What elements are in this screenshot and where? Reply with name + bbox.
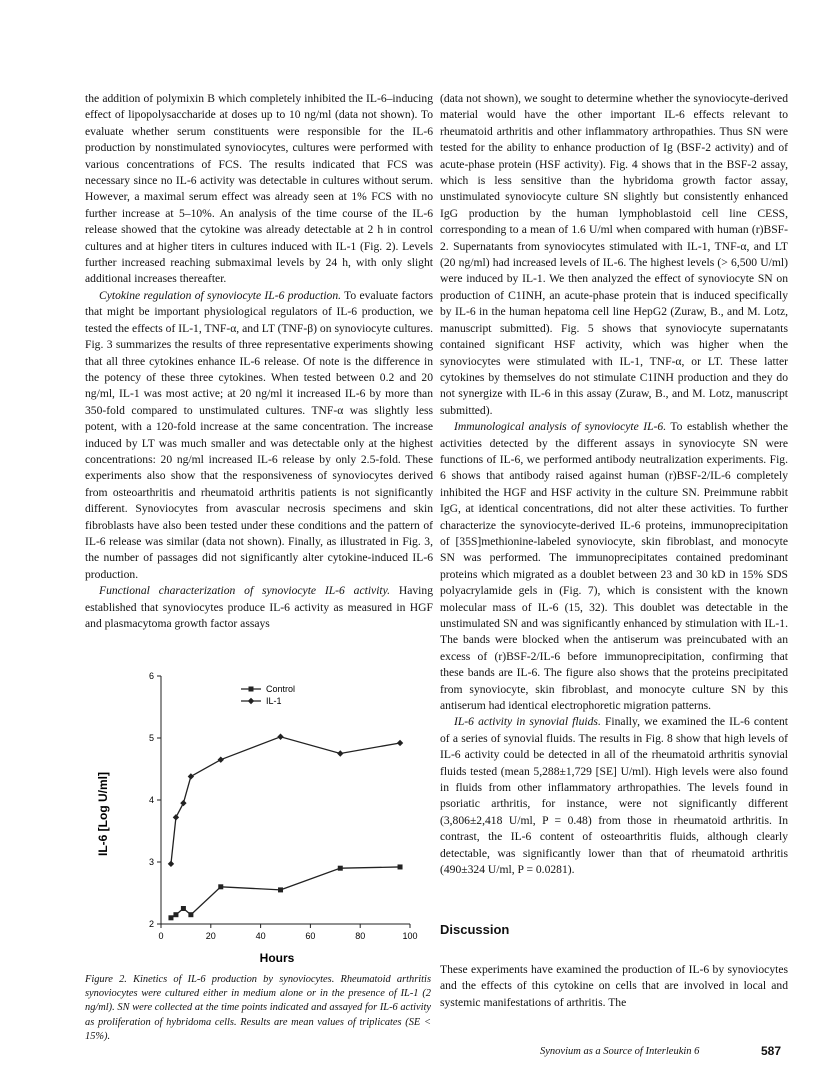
chart-series [168, 734, 403, 921]
paragraph [85, 288, 433, 583]
figure-2 [85, 668, 433, 968]
data-point [277, 734, 283, 740]
paragraph-body: To establish whether the activities detected by the different assays in synoviocyte SN were functions of IL-6, we performed antibody neutralization experiments. Fig. 6 shows that antibody raised against human (r)BSF-2/IL-6 completely inhibited the HGF and HSF activity in the culture SN. Preimmune rabbit IgG, at identical concentrations, did not alter these activities. To further characterize the synoviocyte-derived IL-6 proteins, immunoprecipitation of [35S]methionine-labeled synoviocyte, skin fibroblast, and monocyte SN was performed. The immunoprecipitates contained predominant proteins which migrated as a doublet between 23 and 30 kD in 15% SDS polyacrylamide gels in (Fig. 7), which is consistent with the known molecular mass of IL-6 (15, 32). This doublet was detectable in the unstimulated SN and was significantly enhanced by stimulation with IL-1. The bands were blocked when the antiserum was preincubated with an excess of (r)BSF-2/IL-6 before immunoprecipitation, confirming that these bands are IL-6. The figure also shows that the proteins precipitated from synoviocyte, skin fibroblast, and monocyte culture SN by this antiserum had identical electrophoretic migration patterns. [440, 420, 788, 713]
paragraph-body: Finally, we examined the IL-6 content of a series of synovial fluids. The results in Fig. 8 show that high levels of IL-6 activity could be detected in all of the rheumatoid arthritis synovial fluids tested (mean 5,288±1,729 [SE] U/ml). High levels were also found in fluids from other inflammatory arthropathies. The levels found in psoriatic arthritis, for instance, were not significantly different (3,806±2,418 U/ml, P = 0.48) from those in rheumatoid arthritis. In contrast, the IL-6 content of osteoarthritis fluids, although clearly detectable, was significantly lower than that of rheumatoid arthritis (490±324 U/ml, P = 0.0281). [440, 715, 788, 877]
caption-label: Figure 2. [85, 974, 127, 985]
run-in-heading: Functional characterization of synoviocyte IL-6 activity. [99, 584, 391, 598]
data-point [218, 757, 224, 763]
paragraph-body: To evaluate factors that might be important physiological regulators of IL-6 production, we tested the effects of IL-1, TNF-α, and LT (TNF-β) on synoviocyte cultures. Fig. 3 summarizes the results of three representative experiments showing that all three cytokines enhance IL-6 release. Of note is the difference in the potency of these three cytokines. When tested between 0.2 and 20 ng/ml, IL-1 was most active; at 20 ng/ml it increased IL-6 by more than 350-fold compared to unstimulated cultures. TNF-α was slightly less potent, with a 120-fold increase at the same concentration. The increase induced by LT was much smaller and was detectable only at the highest concentrations: 20 ng/ml increased IL-6 release by only 2.5-fold. These experiments also show that the responsiveness of synoviocytes derived from osteoarthritis and rheumatoid arthritis patients is not significantly different. Synoviocytes from avascular necrosis specimens and skin fibroblasts have also been tested under these conditions and the pattern of IL-6 release was similar (data not shown). Finally, as illustrated in Fig. 3, the number of passages did not significantly alter cytokine-induced IL-6 production. [85, 288, 434, 581]
data-point [181, 906, 186, 911]
data-point [398, 864, 403, 869]
right-column [440, 91, 788, 879]
x-tick-label: 20 [205, 931, 216, 941]
data-point [188, 773, 194, 779]
run-in-heading: Cytokine regulation of synoviocyte IL-6 production. [99, 288, 342, 302]
caption-text: Kinetics of IL-6 production by synoviocytes. Rheumatoid arthritis synoviocytes were cultured either in medium alone or in the presence of IL-1 (2 ng/ml). SN were collected at the time points indicated and assayed for IL-6 activity as proliferation of hybridoma cells. Results are mean values of triplicates (SE < 15%). [85, 974, 431, 1042]
chart-axes [161, 676, 410, 924]
chart-ticks [149, 671, 418, 941]
x-tick-label: 0 [158, 931, 164, 941]
running-footer: Synovium as a Source of Interleukin 6 [540, 1046, 700, 1057]
data-point [397, 740, 403, 746]
line-chart [85, 668, 433, 968]
paragraph: the addition of polymixin B which completely inhibited the IL-6–inducing effect of lipopolysaccharide at doses up to 10 ng/ml (data not shown). To evaluate whether serum constituents were responsible for the IL-6 production by nonstimulated synoviocytes, cultures were performed with various concentrations of FCS. The results indicated that FCS was necessary since no IL-6 activity was detectable in cultures without serum. However, a maximal serum effect was already seen at 1% FCS with no further increase at 5–10%. An analysis of the time course of the IL-6 release showed that the cytokine was already detectable at 2 h in control cultures and at higher titers in cultures induced with IL-1 (Fig. 2). Levels further increased reaching submaximal levels by 24 h, with only slight additional increases thereafter. [85, 92, 433, 286]
chart-legend [241, 684, 295, 706]
x-tick-label: 40 [255, 931, 266, 941]
x-tick-label: 80 [355, 931, 366, 941]
legend-label: IL-1 [266, 696, 282, 706]
y-tick-label: 3 [148, 857, 154, 867]
y-tick-label: 6 [148, 671, 154, 681]
page-number: 587 [761, 1044, 782, 1058]
paragraph [440, 419, 788, 714]
series-line-il-1 [171, 737, 400, 864]
y-tick-label: 5 [148, 733, 154, 743]
data-point [168, 861, 174, 867]
legend-label: Control [266, 684, 296, 694]
x-tick-label: 60 [305, 931, 316, 941]
y-tick-label: 2 [148, 919, 154, 929]
run-in-heading: Immunological analysis of synoviocyte IL-6. [454, 420, 667, 434]
paragraph-body: Having established that synoviocytes produce IL-6 activity as measured in HGF and plasmacytoma growth factor assays [85, 584, 433, 630]
data-point [278, 887, 283, 892]
data-point [173, 912, 178, 917]
paragraph [440, 714, 788, 878]
y-axis-label: IL-6 [Log U/ml] [96, 772, 110, 856]
data-point [180, 800, 186, 806]
legend-marker [249, 687, 254, 692]
figure-caption [85, 973, 431, 1044]
y-tick-label: 4 [148, 795, 154, 805]
paragraph [85, 583, 433, 632]
data-point [337, 750, 343, 756]
data-point [338, 866, 343, 871]
left-column [85, 91, 433, 632]
data-point [188, 912, 193, 917]
x-tick-label: 100 [402, 931, 418, 941]
data-point [168, 915, 173, 920]
series-line-control [171, 867, 400, 918]
run-in-heading: IL-6 activity in synovial fluids. [454, 715, 601, 729]
x-axis-label: Hours [259, 951, 295, 965]
paragraph: (data not shown), we sought to determine whether the synoviocyte-derived material would have the other important IL-6 effects relevant to rheumatoid arthritis and other inflammatory arthropathies. Thus SN were tested for the ability to enhance production of Ig (BSF-2 activity) and of acute-phase protein (HSF activity). Fig. 4 shows that in the BSF-2 assay, which is less sensitive than the hybridoma growth factor assay, unstimulated synoviocyte culture SN slightly but consistently enhanced IgG production by the human lymphoblastoid cell line CESS, corresponding to a mean of 1.6 U/ml when compared with human (r)BSF-2. Supernatants from synoviocytes stimulated with IL-1, TNF-α, and LT (20 ng/ml) had increased levels of IL-6. The highest levels (> 6,500 U/ml) were induced by IL-1. We then analyzed the effect of synoviocyte SN on production of C1INH, an acute-phase protein that is induced specifically by IL-6 in the human hepatoma cell line HepG2 (Zuraw, B., and M. Lotz, manuscript submitted). Fig. 5 shows that synoviocyte supernatants contained significant HSF activity, which was higher when the synoviocytes were stimulated with IL-1, TNF-α, or LT. These latter cytokines by themselves do not stimulate C1INH production and they do not synergize with IL-6 in this assay (Zuraw, B., and M. Lotz, manuscript submitted). [440, 92, 788, 417]
legend-marker [248, 698, 254, 704]
section-heading: Discussion [440, 922, 510, 937]
paragraph: These experiments have examined the production of IL-6 by synoviocytes and the effects of this cytokine on cells that are involved in local and systemic manifestations of arthritis. The [440, 963, 788, 1009]
data-point [173, 814, 179, 820]
data-point [218, 884, 223, 889]
